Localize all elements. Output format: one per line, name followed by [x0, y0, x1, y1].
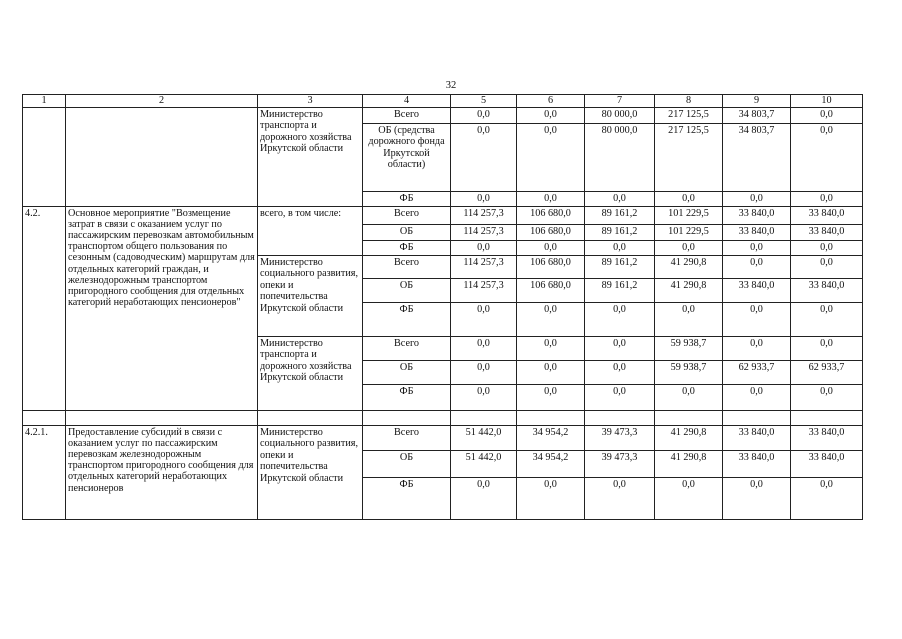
value-cell: 0,0 — [723, 302, 791, 336]
code-cell: 4.2. — [23, 206, 66, 410]
value-cell: 0,0 — [585, 191, 655, 206]
source-cell: ФБ — [363, 240, 451, 255]
value-cell: 0,0 — [451, 336, 517, 360]
value-cell: 34 954,2 — [517, 425, 585, 450]
executor-cell: всего, в том числе: — [258, 206, 363, 255]
value-cell: 0,0 — [451, 240, 517, 255]
column-number-row — [23, 95, 863, 108]
value-cell: 0,0 — [791, 255, 863, 278]
column-number: 3 — [258, 95, 363, 108]
value-cell: 62 933,7 — [723, 360, 791, 384]
value-cell: 106 680,0 — [517, 206, 585, 224]
value-cell: 0,0 — [655, 240, 723, 255]
value-cell: 89 161,2 — [585, 224, 655, 240]
value-cell: 101 229,5 — [655, 206, 723, 224]
value-cell: 0,0 — [517, 384, 585, 410]
value-cell: 0,0 — [791, 477, 863, 519]
source-cell: ОБ (средства дорожного фонда Иркутской области) — [363, 123, 451, 191]
table-row — [23, 425, 863, 450]
title-cell — [66, 107, 258, 206]
value-cell: 114 257,3 — [451, 224, 517, 240]
value-cell: 33 840,0 — [791, 278, 863, 302]
value-cell: 33 840,0 — [791, 425, 863, 450]
value-cell: 33 840,0 — [723, 450, 791, 477]
value-cell: 0,0 — [723, 191, 791, 206]
value-cell: 0,0 — [585, 336, 655, 360]
value-cell: 59 938,7 — [655, 336, 723, 360]
value-cell: 106 680,0 — [517, 224, 585, 240]
value-cell: 101 229,5 — [655, 224, 723, 240]
spacer-cell — [723, 410, 791, 425]
value-cell: 217 125,5 — [655, 123, 723, 191]
value-cell: 0,0 — [723, 255, 791, 278]
page-number: 32 — [445, 80, 457, 91]
value-cell: 0,0 — [585, 384, 655, 410]
column-number: 2 — [66, 95, 258, 108]
source-cell: ОБ — [363, 360, 451, 384]
value-cell: 0,0 — [655, 302, 723, 336]
value-cell: 0,0 — [655, 191, 723, 206]
value-cell: 51 442,0 — [451, 425, 517, 450]
source-cell: ФБ — [363, 477, 451, 519]
source-cell: ФБ — [363, 302, 451, 336]
code-cell — [23, 107, 66, 206]
column-number: 7 — [585, 95, 655, 108]
value-cell: 0,0 — [451, 360, 517, 384]
value-cell: 0,0 — [517, 123, 585, 191]
column-number: 9 — [723, 95, 791, 108]
value-cell: 217 125,5 — [655, 107, 723, 123]
column-number: 4 — [363, 95, 451, 108]
value-cell: 0,0 — [723, 240, 791, 255]
value-cell: 106 680,0 — [517, 278, 585, 302]
value-cell: 0,0 — [791, 384, 863, 410]
executor-cell: Министерство социального развития, опеки и попечительства Иркутской области — [258, 425, 363, 519]
value-cell: 0,0 — [451, 302, 517, 336]
column-number: 1 — [23, 95, 66, 108]
value-cell: 114 257,3 — [451, 278, 517, 302]
value-cell: 33 840,0 — [791, 206, 863, 224]
value-cell: 39 473,3 — [585, 425, 655, 450]
value-cell: 34 954,2 — [517, 450, 585, 477]
source-cell: Всего — [363, 107, 451, 123]
source-cell: Всего — [363, 425, 451, 450]
table-row — [23, 206, 863, 224]
value-cell: 0,0 — [517, 477, 585, 519]
value-cell: 0,0 — [585, 477, 655, 519]
source-cell: ОБ — [363, 278, 451, 302]
spacer-cell — [585, 410, 655, 425]
value-cell: 59 938,7 — [655, 360, 723, 384]
title-cell: Основное мероприятие "Возмещение затрат в связи с оказанием услуг по пассажирским перевозкам автомобильным транспортом общего пользования по сезонным (садоводческим) маршрутам для отдельных категорий граждан, и железнодорожным транспортом пригородного сообщения для отдельных категорий неработающих пенсионеров" — [66, 206, 258, 410]
value-cell: 0,0 — [585, 240, 655, 255]
value-cell: 0,0 — [451, 107, 517, 123]
value-cell: 0,0 — [655, 384, 723, 410]
budget-table — [22, 94, 863, 520]
code-cell: 4.2.1. — [23, 425, 66, 519]
value-cell: 89 161,2 — [585, 278, 655, 302]
title-cell: Предоставление субсидий в связи с оказанием услуг по пассажирским перевозкам железнодорожным транспортом пригородного сообщения для отдельных категорий неработающих пенсионеров — [66, 425, 258, 519]
value-cell: 0,0 — [791, 123, 863, 191]
value-cell: 33 840,0 — [723, 425, 791, 450]
value-cell: 0,0 — [723, 477, 791, 519]
spacer-cell — [258, 410, 363, 425]
spacer-cell — [451, 410, 517, 425]
value-cell: 89 161,2 — [585, 255, 655, 278]
value-cell: 89 161,2 — [585, 206, 655, 224]
source-cell: ОБ — [363, 450, 451, 477]
value-cell: 33 840,0 — [723, 206, 791, 224]
spacer-cell — [66, 410, 258, 425]
column-number: 8 — [655, 95, 723, 108]
value-cell: 0,0 — [517, 302, 585, 336]
column-number: 10 — [791, 95, 863, 108]
spacer-cell — [517, 410, 585, 425]
value-cell: 62 933,7 — [791, 360, 863, 384]
value-cell: 114 257,3 — [451, 206, 517, 224]
value-cell: 51 442,0 — [451, 450, 517, 477]
value-cell: 33 840,0 — [723, 278, 791, 302]
value-cell: 0,0 — [517, 336, 585, 360]
value-cell: 0,0 — [723, 384, 791, 410]
table-row — [23, 107, 863, 123]
column-number: 6 — [517, 95, 585, 108]
value-cell: 33 840,0 — [791, 224, 863, 240]
executor-cell: Министерство транспорта и дорожного хозяйства Иркутской области — [258, 107, 363, 206]
value-cell: 0,0 — [791, 107, 863, 123]
column-number: 5 — [451, 95, 517, 108]
value-cell: 0,0 — [585, 302, 655, 336]
value-cell: 41 290,8 — [655, 278, 723, 302]
executor-cell: Министерство социального развития, опеки и попечительства Иркутской области — [258, 255, 363, 336]
source-cell: ОБ — [363, 224, 451, 240]
value-cell: 0,0 — [517, 240, 585, 255]
value-cell: 114 257,3 — [451, 255, 517, 278]
source-cell: Всего — [363, 255, 451, 278]
source-cell: Всего — [363, 336, 451, 360]
value-cell: 0,0 — [585, 360, 655, 384]
value-cell: 39 473,3 — [585, 450, 655, 477]
value-cell: 0,0 — [451, 123, 517, 191]
spacer-row — [23, 410, 863, 425]
source-cell: ФБ — [363, 191, 451, 206]
value-cell: 80 000,0 — [585, 123, 655, 191]
value-cell: 0,0 — [791, 240, 863, 255]
value-cell: 0,0 — [517, 107, 585, 123]
spacer-cell — [363, 410, 451, 425]
value-cell: 106 680,0 — [517, 255, 585, 278]
executor-cell: Министерство транспорта и дорожного хозяйства Иркутской области — [258, 336, 363, 410]
value-cell: 41 290,8 — [655, 255, 723, 278]
value-cell: 0,0 — [517, 191, 585, 206]
value-cell: 0,0 — [451, 191, 517, 206]
value-cell: 0,0 — [517, 360, 585, 384]
value-cell: 0,0 — [655, 477, 723, 519]
value-cell: 0,0 — [791, 302, 863, 336]
source-cell: Всего — [363, 206, 451, 224]
source-cell: ФБ — [363, 384, 451, 410]
value-cell: 41 290,8 — [655, 450, 723, 477]
spacer-cell — [23, 410, 66, 425]
value-cell: 80 000,0 — [585, 107, 655, 123]
value-cell: 0,0 — [723, 336, 791, 360]
value-cell: 0,0 — [791, 191, 863, 206]
value-cell: 41 290,8 — [655, 425, 723, 450]
value-cell: 33 840,0 — [723, 224, 791, 240]
value-cell: 0,0 — [791, 336, 863, 360]
value-cell: 0,0 — [451, 477, 517, 519]
value-cell: 34 803,7 — [723, 123, 791, 191]
spacer-cell — [655, 410, 723, 425]
value-cell: 34 803,7 — [723, 107, 791, 123]
spacer-cell — [791, 410, 863, 425]
value-cell: 33 840,0 — [791, 450, 863, 477]
value-cell: 0,0 — [451, 384, 517, 410]
